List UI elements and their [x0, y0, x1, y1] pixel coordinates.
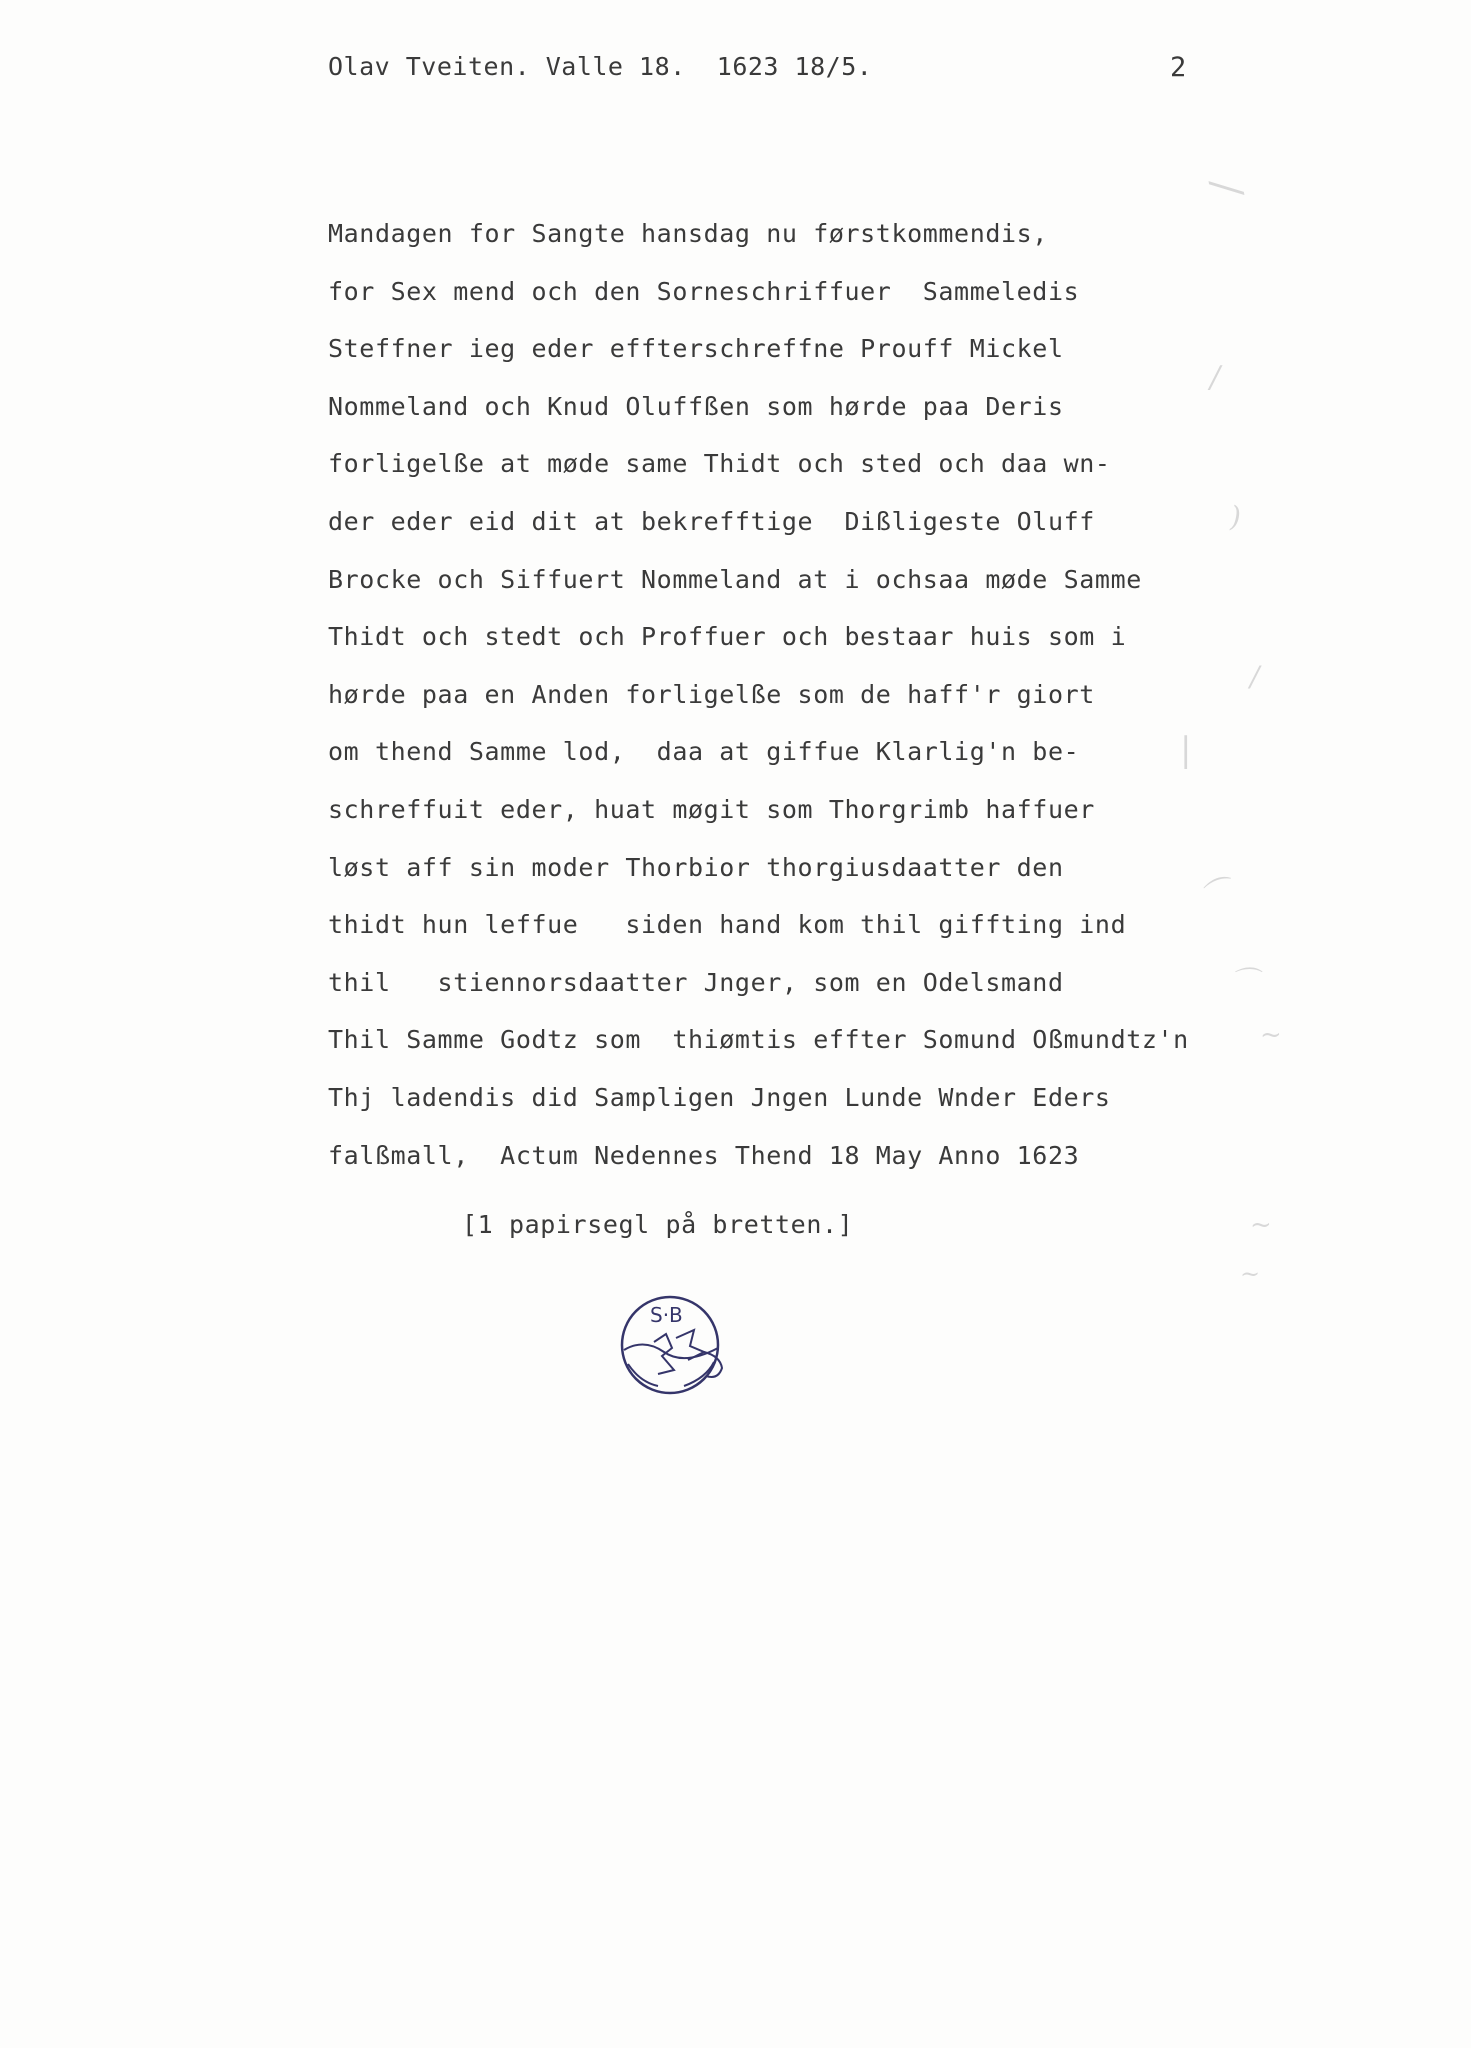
text-line: Mandagen for Sangte hansdag nu førstkommendis,	[328, 219, 1048, 248]
text-line: thidt hun leffue siden hand kom thil giffting ind	[328, 910, 1127, 940]
text-line: Nommeland och Knud Oluffßen som hørde paa Deris	[328, 391, 1064, 421]
pencil-mark: |	[1180, 730, 1192, 770]
text-line: thil stiennorsdaatter Jnger, som en Odelsmand	[328, 967, 1064, 997]
text-line: Steffner ieg eder effterschreffne Prouff Mickel	[328, 334, 1064, 364]
seal-stamp-icon	[614, 1290, 734, 1400]
text-line: Brocke och Siffuert Nommeland at i ochsaa møde Samme	[328, 564, 1142, 594]
text-line: løst aff sin moder Thorbior thorgiusdaatter den	[328, 852, 1064, 882]
seal-label: S·B	[650, 1303, 683, 1327]
page-number: 2	[1170, 52, 1187, 83]
text-line: forligelße at møde same Thidt och sted och daa wn-	[328, 449, 1111, 479]
text-line: schreffuit eder, huat møgit som Thorgrimb haffuer	[328, 794, 1095, 824]
pencil-mark: /	[1250, 660, 1260, 693]
text-line: for Sex mend och den Sorneschriffuer Sammeledis	[328, 276, 1080, 306]
text-line: om thend Samme lod, daa at giffue Klarlig'n be-	[328, 737, 1080, 767]
text-line: der eder eid dit at bekrefftige Dißligeste Oluff	[328, 506, 1095, 536]
pencil-mark: ~	[1260, 1020, 1282, 1050]
text-line: falßmall, Actum Nedennes Thend 18 May Anno 1623	[328, 1140, 1080, 1170]
text-line: Thj ladendis did Sampligen Jngen Lunde Wnder Eders	[328, 1082, 1111, 1112]
pencil-mark: ~	[1250, 1210, 1272, 1240]
pencil-mark: ~	[1240, 1260, 1261, 1288]
pencil-mark: ⌒	[1230, 965, 1259, 998]
pencil-mark: /	[1202, 177, 1251, 199]
page-header: Olav Tveiten. Valle 18. 1623 18/5.	[328, 52, 873, 81]
pencil-mark: )	[1230, 500, 1241, 533]
text-line: hørde paa en Anden forligelße som de haff'r giort	[328, 679, 1095, 709]
pencil-mark: ⌒	[1196, 873, 1237, 917]
transcription-body	[328, 205, 1328, 1184]
text-line: Thidt och stedt och Proffuer och bestaar huis som i	[328, 622, 1127, 652]
text-line: Thil Samme Godtz som thiømtis effter Somund Oßmundtz'n	[328, 1025, 1189, 1055]
seal-note: [1 papirsegl på bretten.]	[462, 1210, 854, 1239]
pencil-mark: /	[1210, 360, 1221, 395]
